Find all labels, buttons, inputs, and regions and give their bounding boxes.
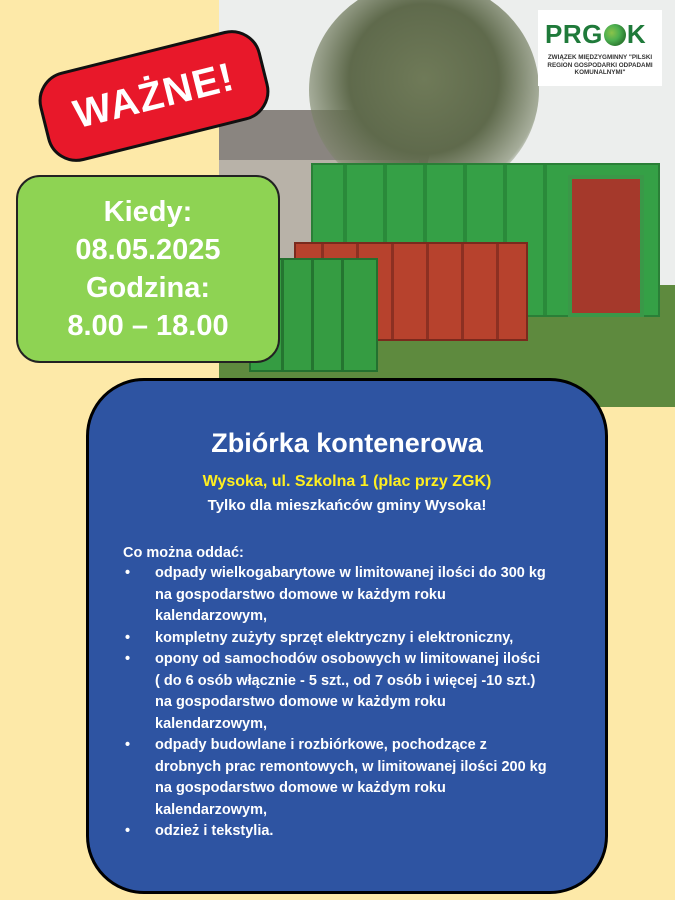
list-item: • odpady wielkogabarytowe w limitowanej ilości do 300 kg na gospodarstwo domowe w każdym roku kalendarzowym, <box>123 563 583 628</box>
list-item: • kompletny zużyty sprzęt elektryczny i elektroniczny, <box>123 628 583 650</box>
event-location: Wysoka, ul. Szkolna 1 (plac przy ZGK) <box>202 473 492 490</box>
info-box <box>86 378 608 894</box>
list-item: • odzież i tekstylia. <box>123 821 583 843</box>
accepted-items-label: Co można oddać: <box>123 545 244 561</box>
accepted-items-list <box>123 563 583 843</box>
time-label: Godzina: <box>85 272 211 304</box>
list-item: • opony od samochodów osobowych w limitowanej ilości ( do 6 osób włącznie - 5 szt., od 7 osób i więcej -10 szt.) na gospodarstwo domowe w każdym roku kalendarzowym, <box>123 649 583 735</box>
list-item: • odpady budowlane i rozbiórkowe, pochodzące z drobnych prac remontowych, w limitowanej ilości 200 kg na gospodarstwo domowe w każdym roku kalendarzowym, <box>123 735 583 821</box>
residents-note: Tylko dla mieszkańców gminy Wysoka! <box>207 497 487 514</box>
leaf-icon <box>604 24 626 46</box>
important-badge-text: WAŻNE! <box>69 54 239 137</box>
when-label: Kiedy: <box>103 196 193 228</box>
logo-wordmark: PRG K <box>545 19 647 49</box>
prgok-logo <box>538 10 662 86</box>
event-date: 08.05.2025 <box>75 234 221 266</box>
schedule-box <box>16 175 280 363</box>
logo-subtitle: ZWIĄZEK MIĘDZYGMINNY "PILSKI REGION GOSPODARKI ODPADAMI KOMUNALNYMI" <box>547 54 653 76</box>
event-title: Zbiórka kontenerowa <box>211 428 483 458</box>
event-hours: 8.00 – 18.00 <box>67 310 229 342</box>
